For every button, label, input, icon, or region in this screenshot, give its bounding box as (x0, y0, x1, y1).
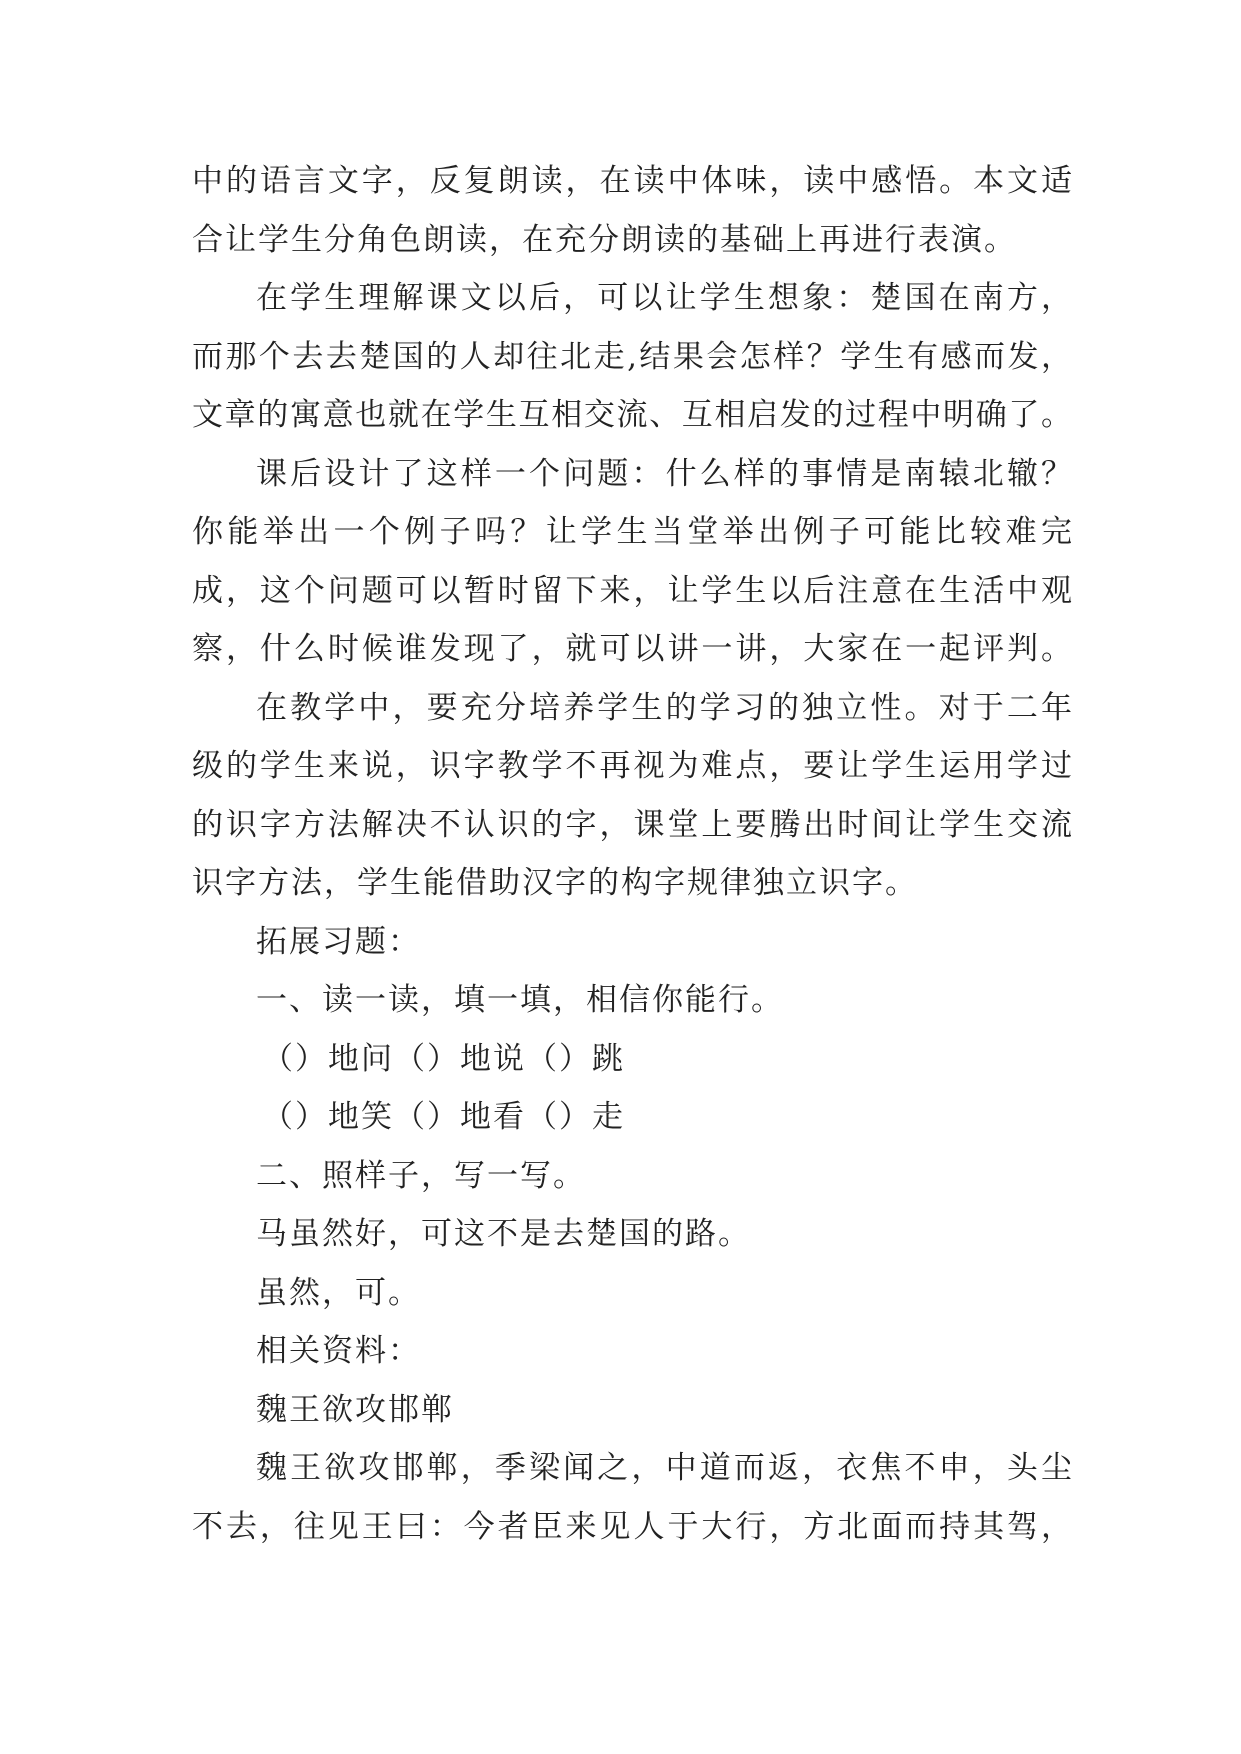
exercise-example: 马虽然好，可这不是去楚国的路。 (256, 1216, 751, 1252)
story-title: 魏王欲攻邯郸 (256, 1391, 454, 1428)
text-line: 在学生理解课文以后，可以让学生想象：楚国在南方， (256, 280, 1072, 316)
text-line: 中的语言文字，反复朗读，在读中体味，读中感悟。本文适 (192, 163, 1072, 199)
exercise-title: 二、照样子，写一写。 (256, 1157, 586, 1194)
text-line: 不去，往见王曰：今者臣来见人于大行，方北面而持其驾， (192, 1508, 1072, 1545)
exercise-title: 一、读一读，填一填，相信你能行。 (256, 982, 784, 1018)
document-body (192, 152, 1072, 1556)
text-line: 你能举出一个例子吗？让学生当堂举出例子可能比较难完 (192, 514, 1072, 550)
exercise-blank-line: （）地笑（）地看（）走 (262, 1099, 625, 1135)
text-line: 课后设计了这样一个问题：什么样的事情是南辕北辙？ (256, 455, 1072, 492)
text-line: 在教学中，要充分培养学生的学习的独立性。对于二年 (256, 689, 1072, 726)
text-line: 的识字方法解决不认识的字，课堂上要腾出时间让学生交流 (192, 806, 1072, 843)
exercise-blank-line: （）地问（）地说（）跳 (262, 1040, 625, 1077)
text-line: 识字方法，学生能借助汉字的构字规律独立识字。 (192, 865, 918, 901)
section-heading: 相关资料： (256, 1333, 421, 1369)
text-line: 级的学生来说，识字教学不再视为难点，要让学生运用学过 (192, 748, 1072, 784)
text-line: 魏王欲攻邯郸，季梁闻之，中道而返，衣焦不申，头尘 (256, 1450, 1072, 1486)
text-line: 察，什么时候谁发现了，就可以讲一讲，大家在一起评判。 (192, 631, 1072, 667)
text-line: 文章的寓意也就在学生互相交流、互相启发的过程中明确了。 (192, 397, 1072, 433)
text-line: 成，这个问题可以暂时留下来，让学生以后注意在生活中观 (192, 572, 1072, 609)
section-heading: 拓展习题： (256, 923, 421, 960)
text-line: 而那个去去楚国的人却往北走,结果会怎样？学生有感而发， (192, 338, 1072, 375)
text-line: 合让学生分角色朗读，在充分朗读的基础上再进行表演。 (192, 221, 1017, 258)
exercise-answer-line: 虽然，可。 (256, 1274, 421, 1311)
